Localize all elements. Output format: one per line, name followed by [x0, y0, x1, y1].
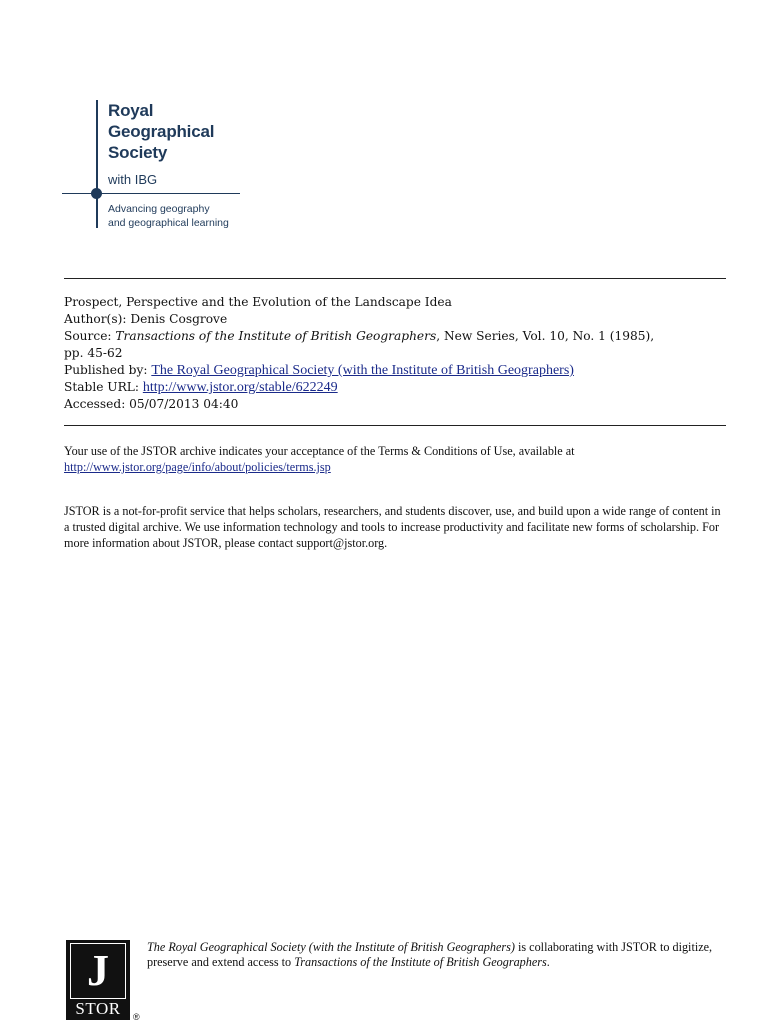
collaboration-statement: [147, 940, 727, 970]
logo-horizontal-line: [62, 193, 240, 194]
logo-name: [108, 100, 214, 163]
publisher-link[interactable]: The Royal Geographical Society (with the Institute of British Geographers): [151, 363, 574, 378]
jstor-logo-letter: J: [70, 943, 126, 999]
rgs-logo: [62, 98, 252, 238]
middle-divider: [64, 425, 726, 426]
source-line: [64, 328, 728, 345]
authors-line: [64, 311, 728, 328]
article-title: Prospect, Perspective and the Evolution of the Landscape Idea: [64, 295, 452, 309]
accessed-value: 05/07/2013 04:40: [129, 397, 239, 411]
terms-text: Your use of the JSTOR archive indicates your acceptance of the Terms & Conditions of Use, available at: [64, 444, 575, 458]
authors-label: Author(s):: [64, 312, 127, 326]
top-divider: [64, 278, 726, 279]
logo-vertical-line: [96, 100, 98, 228]
logo-tagline-line: and geographical learning: [108, 217, 229, 229]
jstor-logo-word: STOR: [75, 999, 121, 1018]
collaborator-name: The Royal Geographical Society (with the Institute of British Geographers): [147, 940, 515, 954]
logo-name-line: Society: [108, 143, 168, 162]
publisher-line: [64, 362, 728, 379]
accessed-line: [64, 396, 728, 413]
footer-end: .: [546, 955, 550, 969]
footer-journal: Transactions of the Institute of British Geographers: [294, 955, 547, 969]
publisher-label: Published by:: [64, 363, 148, 377]
logo-name-line: Royal: [108, 101, 154, 120]
stable-url-line: [64, 379, 728, 396]
registered-mark: ®: [133, 1012, 140, 1022]
logo-name-line: Geographical: [108, 122, 215, 141]
source-journal: Transactions of the Institute of British Geographers: [115, 329, 437, 343]
stable-url-label: Stable URL:: [64, 380, 139, 394]
source-label: Source:: [64, 329, 112, 343]
collaboration-text: is collaborating with JSTOR to digitize, preserve and extend access to: [147, 940, 713, 969]
accessed-label: Accessed:: [64, 397, 126, 411]
stable-url-link[interactable]: http://www.jstor.org/stable/622249: [142, 380, 338, 395]
logo-tagline-line: Advancing geography: [108, 203, 210, 215]
source-details: , New Series, Vol. 10, No. 1 (1985),: [436, 329, 655, 343]
jstor-logo: [66, 940, 130, 1020]
about-jstor-text: JSTOR is a not-for-profit service that helps scholars, researchers, and students discover, use, and build upon a wide range of content in a trusted digital archive. We use information technology and tools to increase productivity and facilitate new forms of scholarship. For more information about JSTOR, please contact support@jstor.org.: [64, 504, 721, 550]
source-pages: pp. 45-62: [64, 346, 123, 360]
terms-link[interactable]: http://www.jstor.org/page/info/about/policies/terms.jsp: [64, 460, 331, 474]
terms-notice: [64, 443, 724, 475]
logo-dot-icon: [91, 188, 102, 199]
citation-block: [64, 294, 728, 413]
authors-value: Denis Cosgrove: [130, 312, 228, 326]
logo-subbrand: with IBG: [108, 172, 158, 187]
logo-tagline: [108, 202, 229, 230]
